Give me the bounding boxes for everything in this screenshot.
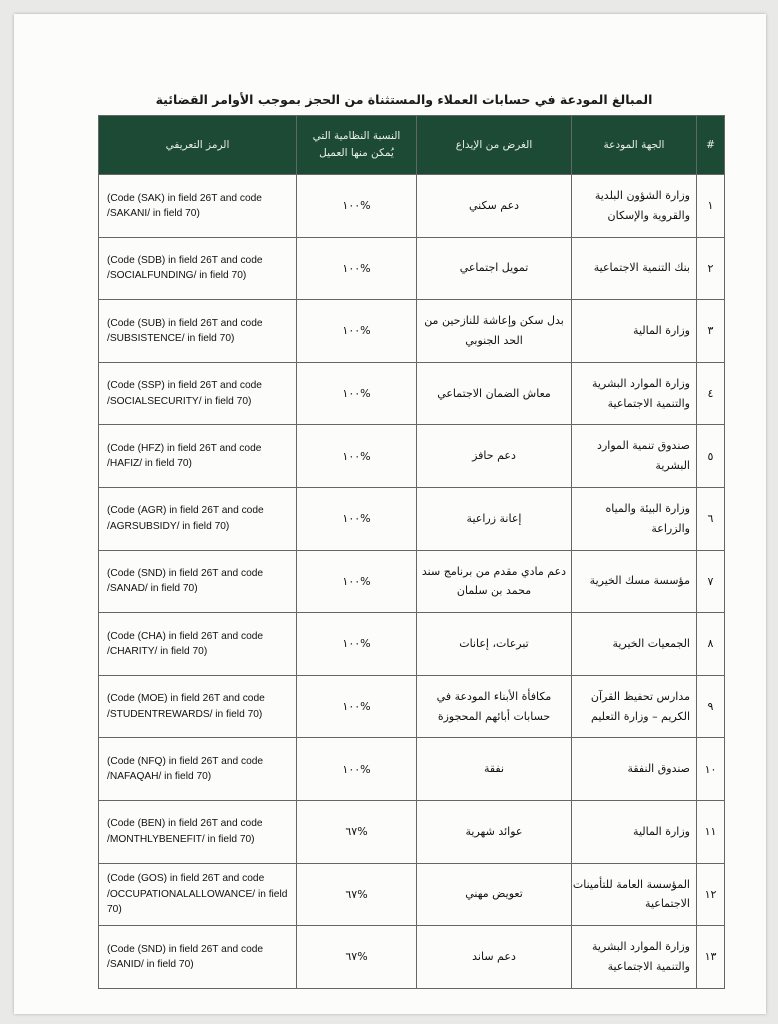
code-line-1: (Code (GOS) in field 26T and code: [107, 873, 265, 885]
deposit-purpose: دعم مادي مقدم من برنامج سند محمد بن سلمان: [417, 550, 572, 613]
deposit-purpose: دعم ساند: [417, 926, 572, 989]
allowed-percentage: %١٠٠: [297, 425, 417, 488]
document-title: المبالغ المودعة في حسابات العملاء والمستثناة من الحجز بموجب الأوامر القضائية: [155, 92, 653, 107]
row-number: ٦: [697, 487, 725, 550]
code-line-1: (Code (HFZ) in field 26T and code: [107, 442, 262, 454]
code-line-2: /MONTHLYBENEFIT/ in field 70): [107, 833, 255, 845]
allowed-percentage: %١٠٠: [297, 175, 417, 238]
row-number: ٨: [697, 613, 725, 676]
depositing-entity: وزارة المالية: [572, 300, 697, 363]
allowed-percentage: %١٠٠: [297, 237, 417, 300]
identifier-code: [99, 613, 297, 676]
table-header-row: [99, 116, 725, 175]
depositing-entity: مؤسسة مسك الخيرية: [572, 550, 697, 613]
header-purpose: الغرض من الإيداع: [417, 116, 572, 175]
code-line-1: (Code (NFQ) in field 26T and code: [107, 755, 264, 767]
identifier-code: [99, 675, 297, 738]
table-row: [99, 613, 725, 676]
code-line-1: (Code (AGR) in field 26T and code: [107, 505, 264, 517]
header-code: الرمز التعريفي: [99, 116, 297, 175]
identifier-code: [99, 550, 297, 613]
table-row: [99, 550, 725, 613]
identifier-code: [99, 800, 297, 863]
identifier-code: [99, 487, 297, 550]
depositing-entity: صندوق تنمية الموارد البشرية: [572, 425, 697, 488]
table-row: [99, 926, 725, 989]
code-line-2: /SAKANI/ in field 70): [107, 207, 200, 219]
identifier-code: [99, 175, 297, 238]
row-number: ١٣: [697, 926, 725, 989]
row-number: ٢: [697, 237, 725, 300]
depositing-entity: بنك التنمية الاجتماعية: [572, 237, 697, 300]
document-page: [14, 14, 766, 1014]
code-line-2: /AGRSUBSIDY/ in field 70): [107, 520, 230, 532]
table-row: [99, 362, 725, 425]
identifier-code: [99, 425, 297, 488]
deposit-purpose: تعويض مهني: [417, 863, 572, 926]
code-line-2: /SANAD/ in field 70): [107, 583, 198, 595]
row-number: ١٠: [697, 738, 725, 801]
deposit-purpose: تبرعات، إعانات: [417, 613, 572, 676]
code-line-2: /STUDENTREWARDS/ in field 70): [107, 708, 263, 720]
allowed-percentage: %١٠٠: [297, 738, 417, 801]
table-row: [99, 300, 725, 363]
allowed-percentage: %١٠٠: [297, 613, 417, 676]
table-row: [99, 175, 725, 238]
depositing-entity: وزارة البيئة والمياه والزراعة: [572, 487, 697, 550]
depositing-entity: المؤسسة العامة للتأمينات الاجتماعية: [572, 863, 697, 926]
table-row: [99, 425, 725, 488]
header-num: #: [697, 116, 725, 175]
row-number: ٧: [697, 550, 725, 613]
row-number: ٥: [697, 425, 725, 488]
table-row: [99, 800, 725, 863]
row-number: ١: [697, 175, 725, 238]
exempt-deposits-table: [98, 115, 725, 989]
allowed-percentage: %١٠٠: [297, 300, 417, 363]
depositing-entity: وزارة المالية: [572, 800, 697, 863]
table-row: [99, 863, 725, 926]
depositing-entity: وزارة الموارد البشرية والتنمية الاجتماعية: [572, 926, 697, 989]
allowed-percentage: %١٠٠: [297, 487, 417, 550]
allowed-percentage: %١٠٠: [297, 362, 417, 425]
identifier-code: [99, 738, 297, 801]
depositing-entity: مدارس تحفيظ القرآن الكريم – وزارة التعليم: [572, 675, 697, 738]
identifier-code: [99, 237, 297, 300]
code-line-2: /NAFAQAH/ in field 70): [107, 771, 212, 783]
deposit-purpose: إعانة زراعية: [417, 487, 572, 550]
deposit-purpose: تمويل اجتماعي: [417, 237, 572, 300]
table-row: [99, 738, 725, 801]
table-row: [99, 487, 725, 550]
code-line-2: /SANID/ in field 70): [107, 958, 194, 970]
deposit-purpose: دعم حافز: [417, 425, 572, 488]
code-line-2: /OCCUPATIONALALLOWANCE/ in field 70): [107, 888, 288, 915]
row-number: ١١: [697, 800, 725, 863]
identifier-code: [99, 926, 297, 989]
code-line-2: /SOCIALFUNDING/ in field 70): [107, 270, 247, 282]
code-line-1: (Code (SND) in field 26T and code: [107, 568, 264, 580]
identifier-code: [99, 362, 297, 425]
deposit-purpose: عوائد شهرية: [417, 800, 572, 863]
code-line-2: /SOCIALSECURITY/ in field 70): [107, 395, 252, 407]
depositing-entity: وزارة الموارد البشرية والتنمية الاجتماعية: [572, 362, 697, 425]
code-line-2: /SUBSISTENCE/ in field 70): [107, 332, 235, 344]
table-row: [99, 675, 725, 738]
allowed-percentage: %١٠٠: [297, 550, 417, 613]
deposit-purpose: معاش الضمان الاجتماعي: [417, 362, 572, 425]
row-number: ٣: [697, 300, 725, 363]
code-line-2: /HAFIZ/ in field 70): [107, 458, 192, 470]
allowed-percentage: %٦٧: [297, 863, 417, 926]
allowed-percentage: %٦٧: [297, 926, 417, 989]
code-line-1: (Code (CHA) in field 26T and code: [107, 630, 264, 642]
code-line-1: (Code (SUB) in field 26T and code: [107, 317, 263, 329]
depositing-entity: وزارة الشؤون البلدية والقروية والإسكان: [572, 175, 697, 238]
table-row: [99, 237, 725, 300]
code-line-1: (Code (BEN) in field 26T and code: [107, 818, 263, 830]
code-line-1: (Code (SAK) in field 26T and code: [107, 192, 262, 204]
deposit-purpose: مكافأة الأبناء المودعة في حسابات أبائهم المحجوزة: [417, 675, 572, 738]
code-line-1: (Code (SND) in field 26T and code: [107, 943, 264, 955]
code-line-2: /CHARITY/ in field 70): [107, 645, 208, 657]
identifier-code: [99, 300, 297, 363]
deposit-purpose: دعم سكني: [417, 175, 572, 238]
row-number: ٤: [697, 362, 725, 425]
deposit-purpose: بدل سكن وإعاشة للنازحين من الحد الجنوبي: [417, 300, 572, 363]
depositing-entity: الجمعيات الخيرية: [572, 613, 697, 676]
code-line-1: (Code (SDB) in field 26T and code: [107, 255, 263, 267]
header-entity: الجهة المودعة: [572, 116, 697, 175]
allowed-percentage: %٦٧: [297, 800, 417, 863]
row-number: ٩: [697, 675, 725, 738]
identifier-code: [99, 863, 297, 926]
header-percentage-line2: يُمكن منها العميل: [319, 147, 394, 159]
row-number: ١٢: [697, 863, 725, 926]
allowed-percentage: %١٠٠: [297, 675, 417, 738]
header-percentage-line1: النسبة النظامية التي: [312, 130, 401, 143]
depositing-entity: صندوق النفقة: [572, 738, 697, 801]
deposit-purpose: نفقة: [417, 738, 572, 801]
code-line-1: (Code (SSP) in field 26T and code: [107, 380, 262, 392]
code-line-1: (Code (MOE) in field 26T and code: [107, 693, 265, 705]
header-percentage: [297, 116, 417, 175]
